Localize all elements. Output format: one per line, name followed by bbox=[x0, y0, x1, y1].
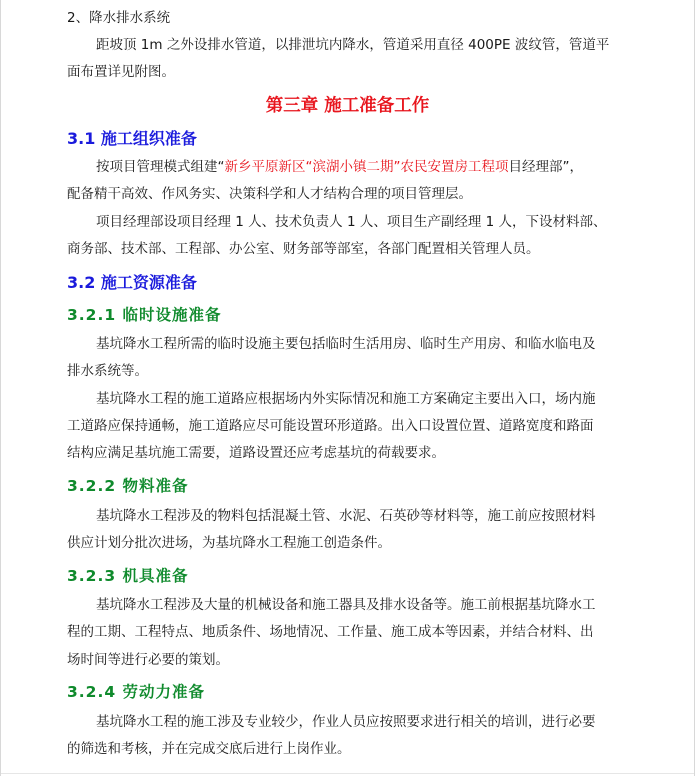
paragraph-line: 面布置详见附图。 bbox=[67, 64, 175, 80]
section-heading-3-2: 3.2 施工资源准备 bbox=[67, 273, 197, 292]
text-run: 按项目管理模式组建“ bbox=[96, 159, 225, 175]
paragraph-line: 供应计划分批次进场，为基坑降水工程施工创造条件。 bbox=[67, 535, 391, 551]
paragraph-line: 的筛选和考核，并在完成交底后进行上岗作业。 bbox=[67, 741, 351, 757]
paragraph-line: 基坑降水工程涉及大量的机械设备和施工器具及排水设备等。施工前根据基坑降水工 bbox=[96, 597, 596, 613]
paragraph-line: 商务部、技术部、工程部、办公室、财务部等部室，各部门配置相关管理人员。 bbox=[67, 241, 540, 257]
section-heading-3-2-2: 3.2.2 物料准备 bbox=[67, 477, 189, 495]
paragraph-line: 基坑降水工程的施工涉及专业较少，作业人员应按照要求进行相关的培训，进行必要 bbox=[96, 714, 596, 730]
section-heading-3-1: 3.1 施工组织准备 bbox=[67, 129, 197, 148]
section-heading-3-2-1: 3.2.1 临时设施准备 bbox=[67, 306, 222, 324]
paragraph-line: 排水系统等。 bbox=[67, 363, 148, 379]
paragraph-line: 距坡顶 1m 之外设排水管道，以排泄坑内降水，管道采用直径 400PE 波纹管，管道平 bbox=[96, 37, 610, 53]
project-name-highlight: 新乡平原新区“滨湖小镇二期”农民安置房工程项 bbox=[224, 159, 509, 175]
paragraph-line: 项目经理部设项目经理 1 人、技术负责人 1 人、项目生产副经理 1 人，下设材料部、 bbox=[96, 214, 607, 230]
paragraph-line: 配备精干高效、作风务实、决策科学和人才结构合理的项目管理层。 bbox=[67, 186, 472, 202]
chapter-title: 第三章 施工准备工作 bbox=[265, 96, 430, 116]
paragraph-line: 结构应满足基坑施工需要，道路设置还应考虑基坑的荷载要求。 bbox=[67, 445, 445, 461]
paragraph-line: 基坑降水工程所需的临时设施主要包括临时生活用房、临时生产用房、和临水临电及 bbox=[96, 336, 596, 352]
section-heading-3-2-3: 3.2.3 机具准备 bbox=[67, 567, 189, 585]
page-divider bbox=[1, 773, 694, 774]
paragraph-line: 场时间等进行必要的策划。 bbox=[67, 652, 229, 668]
paragraph-line: 基坑降水工程涉及的物料包括混凝土管、水泥、石英砂等材料等，施工前应按照材料 bbox=[96, 508, 596, 524]
paragraph-line: 基坑降水工程的施工道路应根据场内外实际情况和施工方案确定主要出入口，场内施 bbox=[96, 391, 596, 407]
text-run: 目经理部”， bbox=[508, 159, 583, 175]
section-heading-3-2-4: 3.2.4 劳动力准备 bbox=[67, 683, 206, 701]
paragraph-line: 程的工期、工程特点、地质条件、场地情况、工作量、施工成本等因素，并结合材料、出 bbox=[67, 624, 594, 640]
paragraph-line bbox=[96, 157, 634, 177]
list-item-drainage: 2、降水排水系统 bbox=[67, 10, 171, 26]
paragraph-line: 工道路应保持通畅，施工道路应尽可能设置环形道路。出入口设置位置、道路宽度和路面 bbox=[67, 418, 594, 434]
